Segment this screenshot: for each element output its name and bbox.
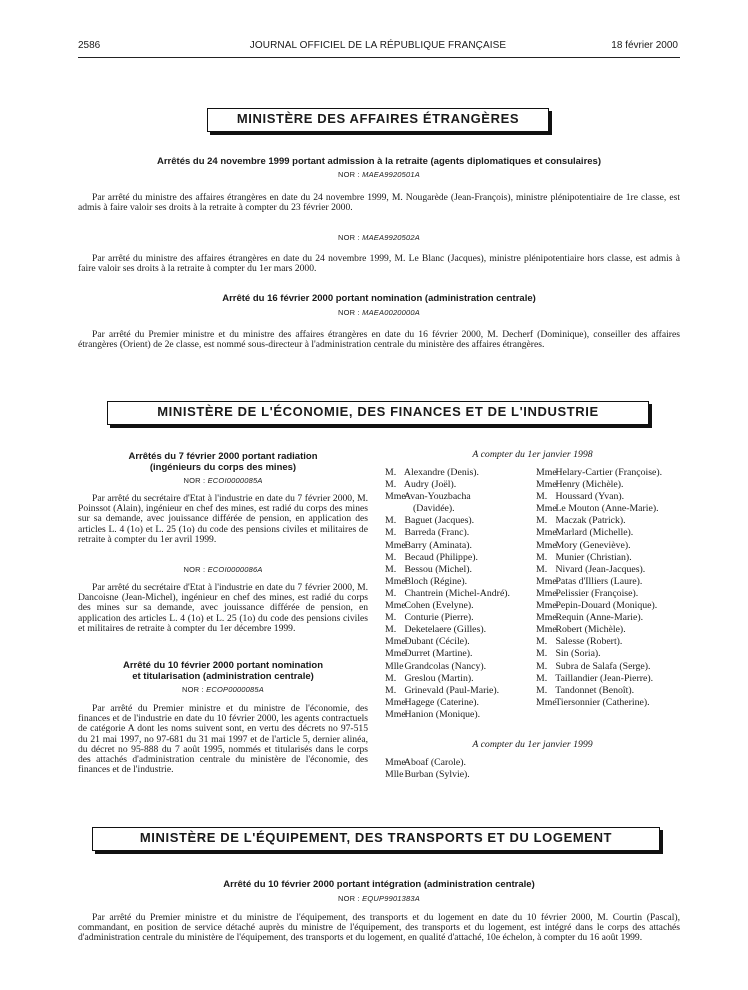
- name-entry: [385, 648, 535, 660]
- civility-title: M.: [536, 672, 548, 684]
- journal-title: JOURNAL OFFICIEL DE LA RÉPUBLIQUE FRANÇAISE: [249, 40, 507, 51]
- person-name: Mory (Geneviève).: [555, 539, 631, 551]
- name-entry: [385, 636, 535, 648]
- civility-title: Mme: [385, 491, 406, 503]
- decree-paragraph: Par arrêté du secrétaire d'Etat à l'industrie en date du 7 février 2000, M. Poinssot (Alain), ingénieur en chef des mines, est radié du corps des mines sur sa demande, avec jouissance différée de pension, en application des articles L. 4 (1o) et L. 25 (1o) du code des pensions civiles et militaires de retraite à compter du 1er avril 1999.: [78, 493, 368, 545]
- civility-title: Mme: [536, 600, 557, 612]
- decree-title: Arrêté du 10 février 2000 portant nomination et titularisation (administration centrale): [122, 660, 324, 682]
- name-entry: [385, 612, 535, 624]
- civility-title: Mme: [385, 539, 406, 551]
- civility-title: M.: [385, 612, 397, 624]
- name-entry: [385, 697, 535, 709]
- civility-title: Mme: [536, 527, 557, 539]
- name-entry: [385, 757, 535, 769]
- decree-paragraph: Par arrêté du secrétaire d'Etat à l'industrie en date du 7 février 2000, M. Dancoisne (Jean-Michel), ingénieur en chef des mines, est radié du corps des mines sur sa demande, avec jouissance différée de pension, en application des articles L. 4 (1o) et L. 25 (1o) du code des pensions civiles et militaires de retraite à compter du 1er décembre 1999.: [78, 582, 368, 634]
- decree-title: Arrêtés du 7 février 2000 portant radiation (ingénieurs du corps des mines): [128, 451, 318, 473]
- civility-title: Mme: [536, 696, 557, 708]
- nor-reference: NOR : ECOP0000085A: [182, 685, 264, 694]
- person-name: Conturie (Pierre).: [404, 612, 474, 624]
- name-entry: [385, 576, 535, 588]
- person-name: Bloch (Régine).: [404, 575, 468, 587]
- name-entry: [536, 467, 686, 479]
- person-name: Becaud (Philippe).: [404, 551, 478, 563]
- civility-title: Mme: [385, 636, 406, 648]
- civility-title: M.: [536, 551, 548, 563]
- name-entry: [385, 552, 535, 564]
- name-entry: [385, 527, 535, 539]
- person-name: Cohen (Evelyne).: [404, 600, 474, 612]
- name-entry: [536, 576, 686, 588]
- civility-title: Mme: [536, 539, 557, 551]
- civility-title: Mme: [536, 624, 557, 636]
- civility-title: Mme: [385, 575, 406, 587]
- name-entry: [536, 648, 686, 660]
- name-entry: [536, 697, 686, 709]
- person-name: Le Mouton (Anne-Marie).: [555, 503, 659, 515]
- person-name: Bessou (Michel).: [404, 563, 472, 575]
- person-name: Sin (Soria).: [555, 648, 601, 660]
- civility-title: M.: [385, 563, 397, 575]
- civility-title: M.: [536, 636, 548, 648]
- person-name: Taillandier (Jean-Pierre).: [555, 672, 654, 684]
- name-entry: [536, 552, 686, 564]
- name-entry: [536, 527, 686, 539]
- civility-title: M.: [385, 479, 397, 491]
- name-entry: [385, 515, 535, 527]
- civility-title: Mlle: [385, 660, 404, 672]
- civility-title: M.: [385, 551, 397, 563]
- running-header: [78, 40, 678, 56]
- person-name: Burban (Sylvie).: [404, 769, 470, 781]
- person-name: Hanion (Monique).: [404, 708, 481, 720]
- civility-title: M.: [536, 660, 548, 672]
- decree-paragraph: Par arrêté du Premier ministre et du ministre de l'équipement, des transports et du logement en date du 10 février 2000, M. Courtin (Pascal), commandant, en position de service détaché auprès du ministre de l'équipement, des transports et du logement, est intégré dans le corps des attachés d'administration centrale du ministère de l'équipement, des transports et du logement, en qualité d'attaché, 10e échelon, à compter du 16 août 1999.: [78, 912, 680, 944]
- person-name: Tiersonnier (Catherine).: [555, 696, 650, 708]
- person-name: Requin (Anne-Marie).: [555, 612, 644, 624]
- name-entry: [536, 636, 686, 648]
- civility-title: Mme: [536, 479, 557, 491]
- person-name: Grandcolas (Nancy).: [404, 660, 487, 672]
- ministry-box-equipement: [92, 827, 660, 851]
- name-entry: [536, 491, 686, 503]
- decree-paragraph: Par arrêté du Premier ministre et du ministre des affaires étrangères en date du 16 février 2000, M. Decherf (Dominique), conseiller des affaires étrangères (Orient) de 2e classe, est nommé sous-directeur à l'administration centrale du ministère des affaires étrangères.: [78, 329, 680, 351]
- person-name: Patas d'Illiers (Laure).: [555, 575, 643, 587]
- civility-title: Mme: [385, 708, 406, 720]
- name-entry: [536, 612, 686, 624]
- civility-title: M.: [385, 515, 397, 527]
- ministry-title: MINISTÈRE DES AFFAIRES ÉTRANGÈRES: [236, 111, 520, 126]
- person-name: Grinevald (Paul-Marie).: [404, 684, 500, 696]
- name-entry: [385, 661, 535, 673]
- header-rule: [78, 57, 680, 58]
- civility-title: M.: [385, 587, 397, 599]
- person-name: Baguet (Jacques).: [404, 515, 475, 527]
- civility-title: Mme: [385, 648, 406, 660]
- names-list-left: [385, 467, 535, 721]
- civility-title: M.: [385, 527, 397, 539]
- person-name: Aboaf (Carole).: [403, 757, 466, 768]
- person-name: Nivard (Jean-Jacques).: [555, 563, 646, 575]
- person-name: Barry (Aminata).: [404, 539, 472, 551]
- name-entry: [385, 540, 535, 552]
- name-entry: [385, 769, 535, 781]
- civility-title: Mme: [536, 503, 557, 515]
- person-name: Chantrein (Michel-André).: [404, 587, 511, 599]
- name-entry: [385, 709, 535, 721]
- person-name: Alexandre (Denis).: [403, 467, 480, 478]
- name-entry: [385, 624, 535, 636]
- decree-paragraph: Par arrêté du ministre des affaires étrangères en date du 24 novembre 1999, M. Nougarède (Jean-François), ministre plénipotentiaire de 1re classe, est admis à faire valoir ses droits à la retraite à compter du 23 février 2000.: [78, 192, 680, 214]
- person-name: Hagege (Caterine).: [404, 696, 479, 708]
- name-entry: [385, 491, 535, 503]
- civility-title: M.: [536, 515, 548, 527]
- person-name: Durret (Martine).: [404, 648, 473, 660]
- name-entry: [536, 673, 686, 685]
- civility-title: Mlle: [385, 769, 404, 781]
- person-name: Barreda (Franc).: [404, 527, 470, 539]
- names-list-right: [536, 467, 686, 709]
- person-name: Robert (Michèle).: [555, 624, 626, 636]
- person-name: Tandonnet (Benoît).: [555, 684, 635, 696]
- name-entry: [536, 600, 686, 612]
- name-entry: [536, 685, 686, 697]
- civility-title: M.: [385, 467, 397, 478]
- name-entry: [536, 479, 686, 491]
- person-name: Avan-Youzbacha: [403, 491, 471, 503]
- name-entry: [536, 588, 686, 600]
- person-name: Houssard (Yvan).: [555, 491, 625, 503]
- civility-title: Mme: [536, 467, 557, 478]
- date-subheading: A compter du 1er janvier 1999: [472, 739, 593, 750]
- nor-reference: NOR : EQUP9901383A: [338, 894, 420, 903]
- page-number: 2586: [78, 40, 101, 51]
- name-entry: [536, 515, 686, 527]
- person-name: Helary-Cartier (Françoise).: [555, 467, 663, 478]
- ministry-title: MINISTÈRE DE L'ÉQUIPEMENT, DES TRANSPORTS ET DU LOGEMENT: [139, 830, 613, 845]
- civility-title: M.: [385, 624, 397, 636]
- name-entry: [385, 600, 535, 612]
- civility-title: M.: [385, 672, 397, 684]
- ministry-title: MINISTÈRE DE L'ÉCONOMIE, DES FINANCES ET DE L'INDUSTRIE: [157, 404, 599, 419]
- decree-paragraph: Par arrêté du ministre des affaires étrangères en date du 24 novembre 1999, M. Le Blanc (Jacques), ministre plénipotentiaire hors classe, est admis à faire valoir ses droits à la retraite à compter du 1er mars 2000.: [78, 253, 680, 275]
- civility-title: Mme: [385, 757, 406, 768]
- nor-reference: NOR : MAEA9920502A: [338, 233, 420, 242]
- civility-title: Mme: [536, 612, 557, 624]
- person-name: Greslou (Martin).: [404, 672, 474, 684]
- person-name: Deketelaere (Gilles).: [404, 624, 487, 636]
- name-entry: [385, 588, 535, 600]
- name-entry: [536, 624, 686, 636]
- person-name: Salesse (Robert).: [555, 636, 623, 648]
- nor-reference: NOR : ECOI0000086A: [183, 565, 263, 574]
- civility-title: Mme: [536, 587, 557, 599]
- civility-title: M.: [536, 684, 548, 696]
- civility-title: M.: [385, 684, 397, 696]
- civility-title: M.: [536, 491, 548, 503]
- names-list-1999: [385, 757, 535, 781]
- person-name: Maczak (Patrick).: [555, 515, 626, 527]
- civility-title: M.: [536, 648, 548, 660]
- decree-title: Arrêté du 16 février 2000 portant nomination (administration centrale): [222, 293, 536, 304]
- name-entry: [536, 564, 686, 576]
- decree-title: Arrêté du 10 février 2000 portant intégration (administration centrale): [223, 879, 535, 890]
- name-entry: [385, 685, 535, 697]
- name-entry: [385, 467, 535, 479]
- person-name: Munier (Christian).: [555, 551, 632, 563]
- name-entry: [385, 673, 535, 685]
- name-entry: [536, 661, 686, 673]
- person-name: Audry (Joël).: [403, 479, 457, 491]
- name-entry: [536, 540, 686, 552]
- nor-reference: NOR : MAEA9920501A: [338, 170, 420, 179]
- person-name: Marlard (Michelle).: [555, 527, 634, 539]
- civility-title: Mme: [385, 696, 406, 708]
- civility-title: M.: [536, 563, 548, 575]
- person-name: (Davidée).: [413, 503, 455, 515]
- person-name: Pelissier (Françoise).: [555, 587, 639, 599]
- civility-title: Mme: [385, 600, 406, 612]
- issue-date: 18 février 2000: [611, 40, 678, 51]
- name-entry: [536, 503, 686, 515]
- name-entry: [385, 564, 535, 576]
- decree-paragraph: Par arrêté du Premier ministre et du ministre de l'économie, des finances et de l'industrie en date du 10 février 2000, les agents contractuels de catégorie A dont les noms suivent sont, en vertu des décrets no 97-515 du 21 mai 1997, no 97-681 du 31 mai 1997 et de l'article 5, dernier alinéa, du décret no 95-888 du 7 août 1995, nommés et titularisés dans le corps des attachés d'administration centrale du ministère de l'économie, des finances et de l'industrie.: [78, 703, 368, 776]
- decree-title: Arrêtés du 24 novembre 1999 portant admission à la retraite (agents diplomatiques et consulaires): [157, 156, 601, 167]
- nor-reference: NOR : MAEA0020000A: [338, 308, 420, 317]
- ministry-box-affaires-etrangeres: [207, 108, 549, 132]
- nor-reference: NOR : ECOI0000085A: [183, 476, 263, 485]
- ministry-box-economie: [107, 401, 649, 425]
- person-name: Pepin-Douard (Monique).: [555, 600, 658, 612]
- person-name: Henry (Michèle).: [555, 479, 624, 491]
- name-entry: [385, 503, 535, 515]
- civility-title: Mme: [536, 575, 557, 587]
- person-name: Subra de Salafa (Serge).: [555, 660, 651, 672]
- date-subheading: A compter du 1er janvier 1998: [472, 449, 593, 460]
- name-entry: [385, 479, 535, 491]
- person-name: Dubant (Cécile).: [404, 636, 470, 648]
